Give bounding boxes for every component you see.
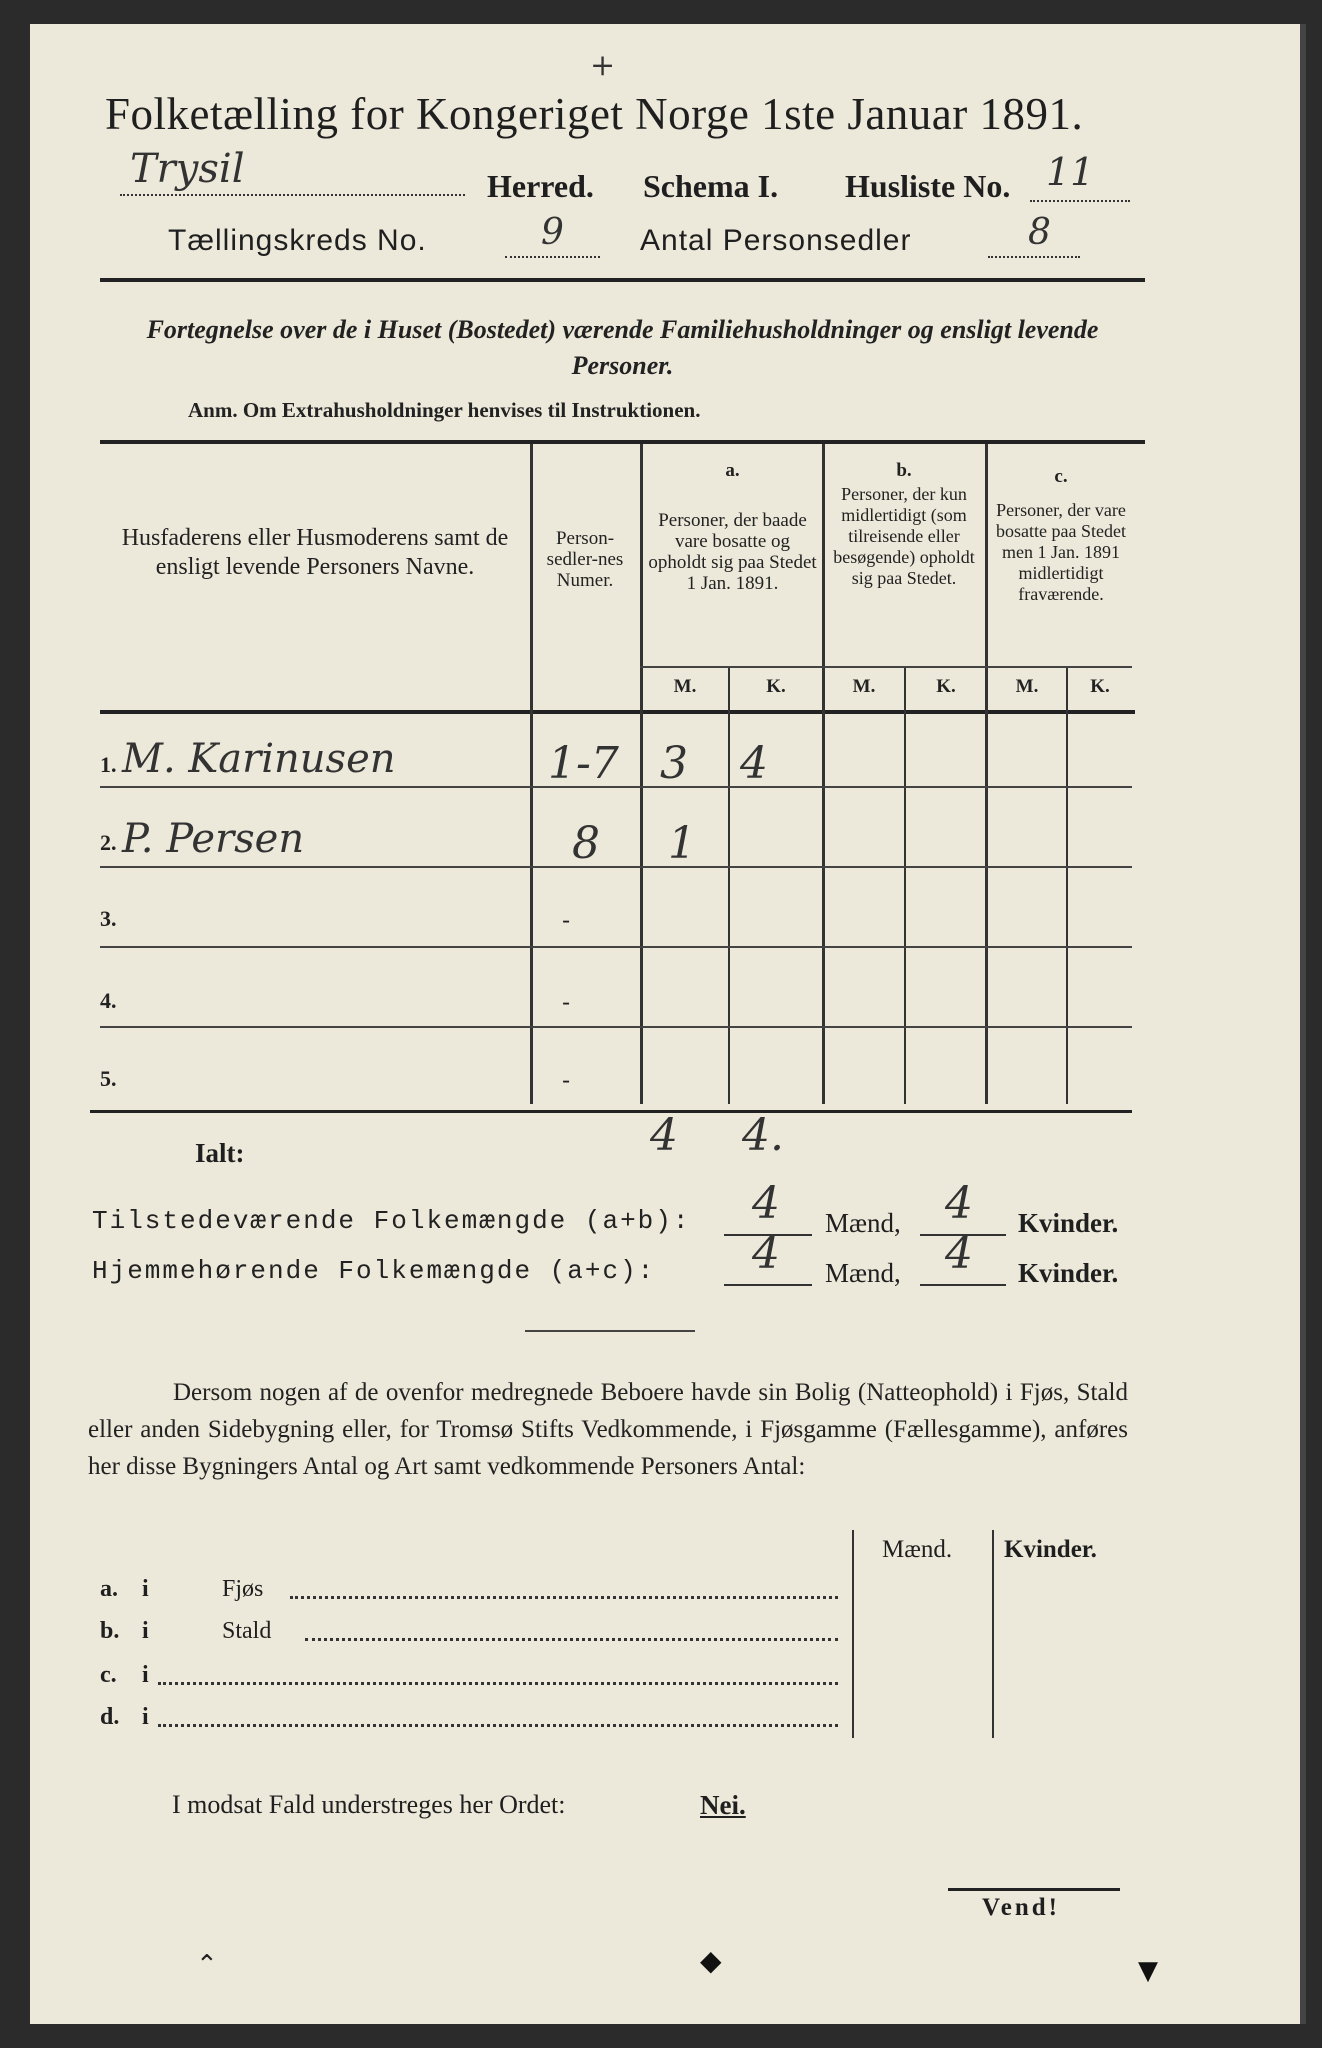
pencil-mark: + — [590, 48, 616, 83]
corner-mark-left: ⌃ — [196, 1950, 218, 1980]
col-sep-a-mk — [728, 668, 730, 1104]
item-dots — [158, 1682, 838, 1685]
bottom-col-kvinder: Kvinder. — [1004, 1536, 1097, 1563]
row-rule-3 — [100, 946, 1132, 948]
hjemme-kvinder: Kvinder. — [1018, 1258, 1119, 1288]
corner-mark-right: ▼ — [1138, 1956, 1158, 1986]
col-c-k: K. — [1090, 676, 1110, 697]
row-person-num: - — [562, 1066, 571, 1094]
col-c-header: Personer, der vare bosatte paa Stedet men 1 Jan. 1891 midlertidigt fraværende. — [996, 500, 1126, 604]
sidebygning-paragraph: Dersom nogen af de ovenfor medregnede Beboere havde sin Bolig (Natteophold) i Fjøs, Stald eller anden Sidebygning eller, for Tromsø Stifts Vedkommende, i Fjøsgamme (Fællesgamme), anføres her disse Bygningers Antal og Art samt vedkommende Personers Antal: — [88, 1379, 1128, 1480]
corner-mark-center: ◆ — [700, 1944, 722, 1977]
item-letter: a. — [100, 1576, 118, 1602]
anm-note: Anm. Om Extrahusholdninger henvises til Instruktionen. — [188, 398, 701, 422]
mk-subheader-rule — [640, 666, 1132, 668]
item-dots — [290, 1596, 838, 1599]
hjemme-m-line — [724, 1284, 812, 1286]
table-bottom-rule — [90, 1110, 1132, 1113]
header-rule — [100, 278, 1145, 282]
schema-label: Schema I. — [643, 168, 779, 204]
item-letter: b. — [100, 1618, 120, 1644]
ialt-m: 4 — [650, 1110, 678, 1161]
item-dots — [158, 1724, 838, 1727]
table-header-rule — [100, 710, 1135, 714]
item-i: i — [142, 1576, 149, 1602]
row-rule-2 — [100, 866, 1132, 868]
personsedler-value: 8 — [1028, 212, 1051, 253]
col-b-k: K. — [936, 676, 956, 697]
herred-label: Herred. — [487, 168, 594, 204]
taellingskreds-label: Tællingskreds No. — [168, 224, 427, 257]
col-sep-c-mk — [1066, 668, 1068, 1104]
page-title: Folketælling for Kongeriget Norge 1ste Januar 1891. — [105, 89, 1084, 139]
hjemme-maend: Mænd, — [825, 1258, 901, 1288]
item-dots — [305, 1638, 838, 1641]
divider — [525, 1330, 695, 1332]
row-a-m: 3 — [660, 738, 688, 789]
item-label: Fjøs — [222, 1576, 264, 1602]
husliste-label: Husliste No. — [845, 168, 1011, 204]
item-i: i — [142, 1662, 149, 1688]
col-num-header: Person-sedler-nes Numer. — [546, 528, 624, 591]
col-sep-b-mk — [904, 668, 906, 1104]
tilstede-maend: Mænd, — [825, 1208, 901, 1238]
ialt-label: Ialt: — [195, 1138, 245, 1168]
row-person-num: - — [562, 988, 571, 1016]
herred-value: Trysil — [130, 146, 245, 192]
row-number: 3. — [100, 906, 117, 931]
col-a-letter: a. — [725, 460, 740, 481]
col-a-header: Personer, der baade vare bosatte og opholdt sig paa Stedet 1 Jan. 1891. — [648, 510, 817, 594]
husliste-value: 11 — [1046, 150, 1095, 194]
col-b-letter: b. — [896, 460, 912, 481]
taellingskreds-value: 9 — [541, 212, 564, 253]
vend-rule — [948, 1888, 1120, 1891]
personsedler-field — [988, 212, 1080, 258]
table-top-rule — [100, 440, 1145, 444]
item-letter: c. — [100, 1662, 117, 1688]
row-name: P. Persen — [122, 816, 305, 862]
nei-word: Nei. — [700, 1790, 746, 1820]
intro-heading: Fortegnelse over de i Huset (Bostedet) værende Familiehusholdninger og ensligt levende Personer. — [146, 315, 1099, 380]
bottom-col-maend: Mænd. — [882, 1536, 953, 1563]
herred-field — [120, 146, 465, 196]
tilstede-kvinder: Kvinder. — [1018, 1208, 1119, 1238]
tilstede-m: 4 — [752, 1178, 780, 1229]
row-name: M. Karinusen — [122, 736, 396, 782]
hjemme-k: 4 — [945, 1228, 973, 1279]
vend-text: Vend! — [982, 1894, 1060, 1921]
col-sep-3 — [822, 444, 825, 1104]
item-letter: d. — [100, 1704, 120, 1730]
col-name-header: Husfaderens eller Husmoderens samt de ensligt levende Personers Navne. — [121, 525, 509, 580]
hjemme-label: Hjemmehørende Folkemængde (a+c): — [92, 1256, 656, 1286]
item-i: i — [142, 1704, 149, 1730]
row-person-num: - — [562, 906, 571, 934]
row-person-num: 8 — [572, 818, 600, 869]
col-sep-2 — [640, 444, 643, 1104]
col-sep-1 — [530, 444, 533, 1104]
hjemme-m: 4 — [752, 1228, 780, 1279]
row-person-num: 1-7 — [548, 738, 619, 789]
row-number: 5. — [100, 1066, 117, 1091]
tilstede-k: 4 — [945, 1178, 973, 1229]
col-c-m: M. — [1015, 676, 1039, 697]
row-a-m: 1 — [668, 818, 696, 869]
hjemme-k-line — [920, 1284, 1006, 1286]
col-b-header: Personer, der kun midlertidigt (som tilreisende eller besøgende) opholdt sig paa Stedet. — [833, 484, 975, 588]
ialt-k: 4. — [742, 1110, 784, 1161]
col-c-letter: c. — [1054, 466, 1068, 487]
col-a-k: K. — [766, 676, 786, 697]
taellingskreds-field — [505, 212, 600, 258]
item-i: i — [142, 1618, 149, 1644]
tilstede-label: Tilstedeværende Folkemængde (a+b): — [92, 1206, 691, 1236]
col-b-m: M. — [852, 676, 876, 697]
row-number: 4. — [100, 988, 117, 1013]
personsedler-label: Antal Personsedler — [640, 224, 912, 257]
row-a-k: 4 — [740, 738, 768, 789]
row-number: 2. — [100, 830, 117, 855]
col-sep-4 — [985, 444, 988, 1104]
husliste-field — [1030, 150, 1130, 202]
item-label: Stald — [222, 1618, 272, 1644]
bottom-col-sep-1 — [852, 1530, 854, 1738]
col-a-m: M. — [673, 676, 697, 697]
row-rule-4 — [100, 1026, 1132, 1028]
bottom-col-sep-2 — [992, 1530, 994, 1738]
row-number: 1. — [100, 752, 117, 777]
modsat-text: I modsat Fald understreges her Ordet: — [172, 1790, 566, 1819]
